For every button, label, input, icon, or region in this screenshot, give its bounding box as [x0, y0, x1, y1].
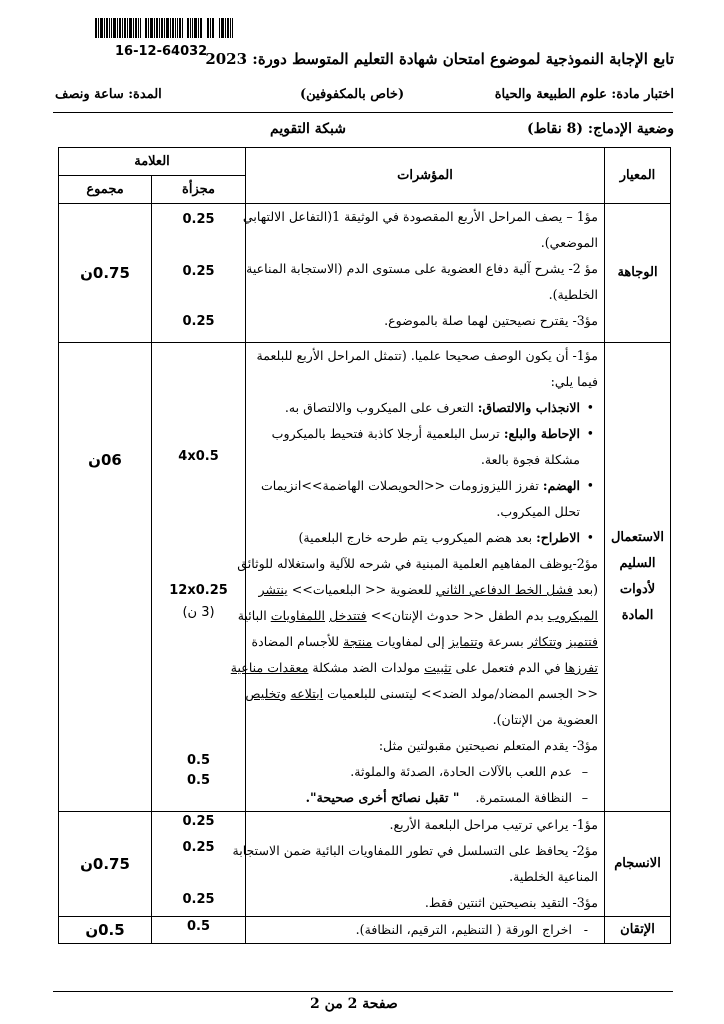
partial-coherence [152, 812, 246, 917]
document-code: 16-12-64032 [115, 44, 208, 59]
indicator-line: << الجسم المضاد/مولد الضد>> ليتسنى للبلعميات ابتلاعه وتخليص [245, 686, 599, 701]
indicator-line: مؤ3- يقترح نصيحتين لهما صلة بالموضوع. [384, 313, 599, 328]
situation-title: وضعية الإدماج: (8 نقاط) [526, 121, 674, 137]
document-title: تابع الإجابة النموذجية لموضوع امتحان شهادة التعليم المتوسط دورة: 2023 [205, 50, 674, 68]
dash-item: – النظافة المستمرة. " تقبل نصائح أخرى صحيحة". [305, 790, 589, 805]
exam-subject: اختبار مادة: علوم الطبيعة والحياة [494, 87, 674, 102]
criterion-proper-use [605, 343, 671, 812]
partial-mark: 4x0.5 [178, 449, 219, 464]
indicator-line: مؤ3- التقيد بنصيحتين اثنتين فقط. [424, 895, 599, 910]
partial-mark: 0.25 [182, 892, 215, 907]
indicator-line: مؤ1- يراعي ترتيب مراحل البلعمة الأربع. [389, 817, 599, 832]
criterion-line: الاستعمال [610, 530, 665, 545]
page-number: صفحة 2 من 2 [310, 996, 398, 1012]
bullet-item: • الهضم: تفرز الليزوزومات <<الحويصلات الهاضمة>>انزيمات [260, 478, 595, 493]
header-partial: مجزأة [152, 176, 246, 204]
partial-mark: 0.25 [182, 264, 215, 279]
grid-title: شبكة التقويم [270, 121, 346, 137]
partial-mark: 0.5 [187, 773, 211, 788]
indicator-line: (بعد فشل الخط الدفاعي الثاني للعضوية << البلعميات>> ينتشر [258, 582, 599, 597]
indicator-line: فتتميز وتتكاثر بسرعة وتتمايز إلى لمفاويات منتجة للأجسام المضادة [251, 634, 599, 649]
indicator-line: الميكروب بدم الطفل << حدوث الإنتان>> فتتدخل اللمفاويات البائية [237, 608, 599, 623]
barcode [95, 18, 233, 38]
indicator-line: مؤ3- يقدم المتعلم نصيحتين مقبولتين مثل: [378, 738, 599, 753]
header-criterion: المعيار [605, 148, 671, 204]
indicator-line: فيما يلي: [550, 374, 599, 389]
total-relevance: 0.75ن [59, 204, 152, 343]
special-note: (خاص بالمكفوفين) [300, 87, 405, 102]
total-mastery: 0.5ن [59, 917, 152, 944]
dash-item: - اخراج الورقة ( التنظيم، الترقيم، النظافة). [355, 922, 589, 937]
partial-mark: 0.25 [182, 212, 215, 227]
indicator-line: مؤ2-يوظف المفاهيم العلمية المبنية في شرحه للآلية واستغلاله للوثائق [237, 556, 599, 571]
indicator-line: مؤ 2- يشرح آلية دفاع العضوية على مستوى الدم (الاستجابة المناعية [246, 261, 599, 276]
indicator-line: مؤ1 – يصف المراحل الأربع المقصودة في الوثيقة 1(التفاعل الالتهابي [242, 209, 599, 224]
indicator-line: الموضعي). [540, 235, 599, 250]
indicators-relevance [242, 204, 605, 343]
partial-mark: (3 ن) [182, 605, 215, 620]
criterion-mastery: الإتقان [605, 917, 671, 944]
criterion-coherence: الانسجام [605, 812, 671, 917]
indicator-line: العضوية من الإنتان). [492, 712, 599, 727]
criterion-line: المادة [621, 608, 654, 623]
bullet-item: • الاطراح: بعد هضم الميكروب يتم طرحه خارج البلعمية) [298, 530, 595, 545]
indicators-mastery [246, 917, 605, 944]
criterion-line: السليم [619, 556, 656, 571]
header-indicators: المؤشرات [246, 148, 605, 204]
exam-duration: المدة: ساعة ونصف [55, 87, 162, 102]
footer-divider [53, 991, 673, 992]
partial-mark: 0.25 [182, 814, 215, 829]
total-proper-use: 06ن [59, 343, 152, 812]
indicator-line: مؤ1- أن يكون الوصف صحيحا علميا. (تتمثل المراحل الأربع للبلعمة [256, 348, 599, 363]
indicators-proper-use [230, 343, 605, 812]
bullet-item: • الإحاطة والبلع: ترسل البلعمية أرجلا كاذبة فتحيط بالميكروب [271, 426, 595, 441]
partial-mark: 0.5 [187, 753, 211, 768]
partial-mastery: 0.5 [152, 917, 246, 944]
header-mark: العلامة [59, 148, 246, 176]
bullet-continuation: تحلل الميكروب. [496, 504, 581, 519]
indicator-line: المناعية الخلطية. [509, 869, 599, 884]
criterion-relevance: الوجاهة [605, 204, 671, 343]
bullet-item: • الانجذاب والالتصاق: التعرف على الميكروب والالتصاق به. [284, 400, 595, 415]
criterion-line: لأدوات [619, 582, 656, 597]
indicator-line: تفرزها في الدم فتعمل على تثبيت مولدات الضد مشكلة معقدات مناعية [230, 660, 599, 675]
header-total: مجموع [59, 176, 152, 204]
indicators-coherence [232, 812, 605, 917]
indicator-line: الخلطية). [548, 287, 599, 302]
indicator-line: مؤ2- يحافظ على التسلسل في تطور اللمفاويات البائية ضمن الاستجابة [232, 843, 599, 858]
partial-mark: 0.25 [182, 840, 215, 855]
partial-mark: 12x0.25 [169, 583, 228, 598]
total-coherence: 0.75ن [59, 812, 152, 917]
evaluation-grid [58, 147, 671, 944]
dash-item: – عدم اللعب بالآلات الحادة، الصدئة والملوثة. [350, 764, 589, 779]
header-divider [53, 112, 673, 113]
bullet-continuation: مشكلة فجوة بالعة. [480, 452, 581, 467]
partial-proper-use [152, 343, 246, 812]
partial-relevance [152, 204, 246, 343]
partial-mark: 0.25 [182, 314, 215, 329]
